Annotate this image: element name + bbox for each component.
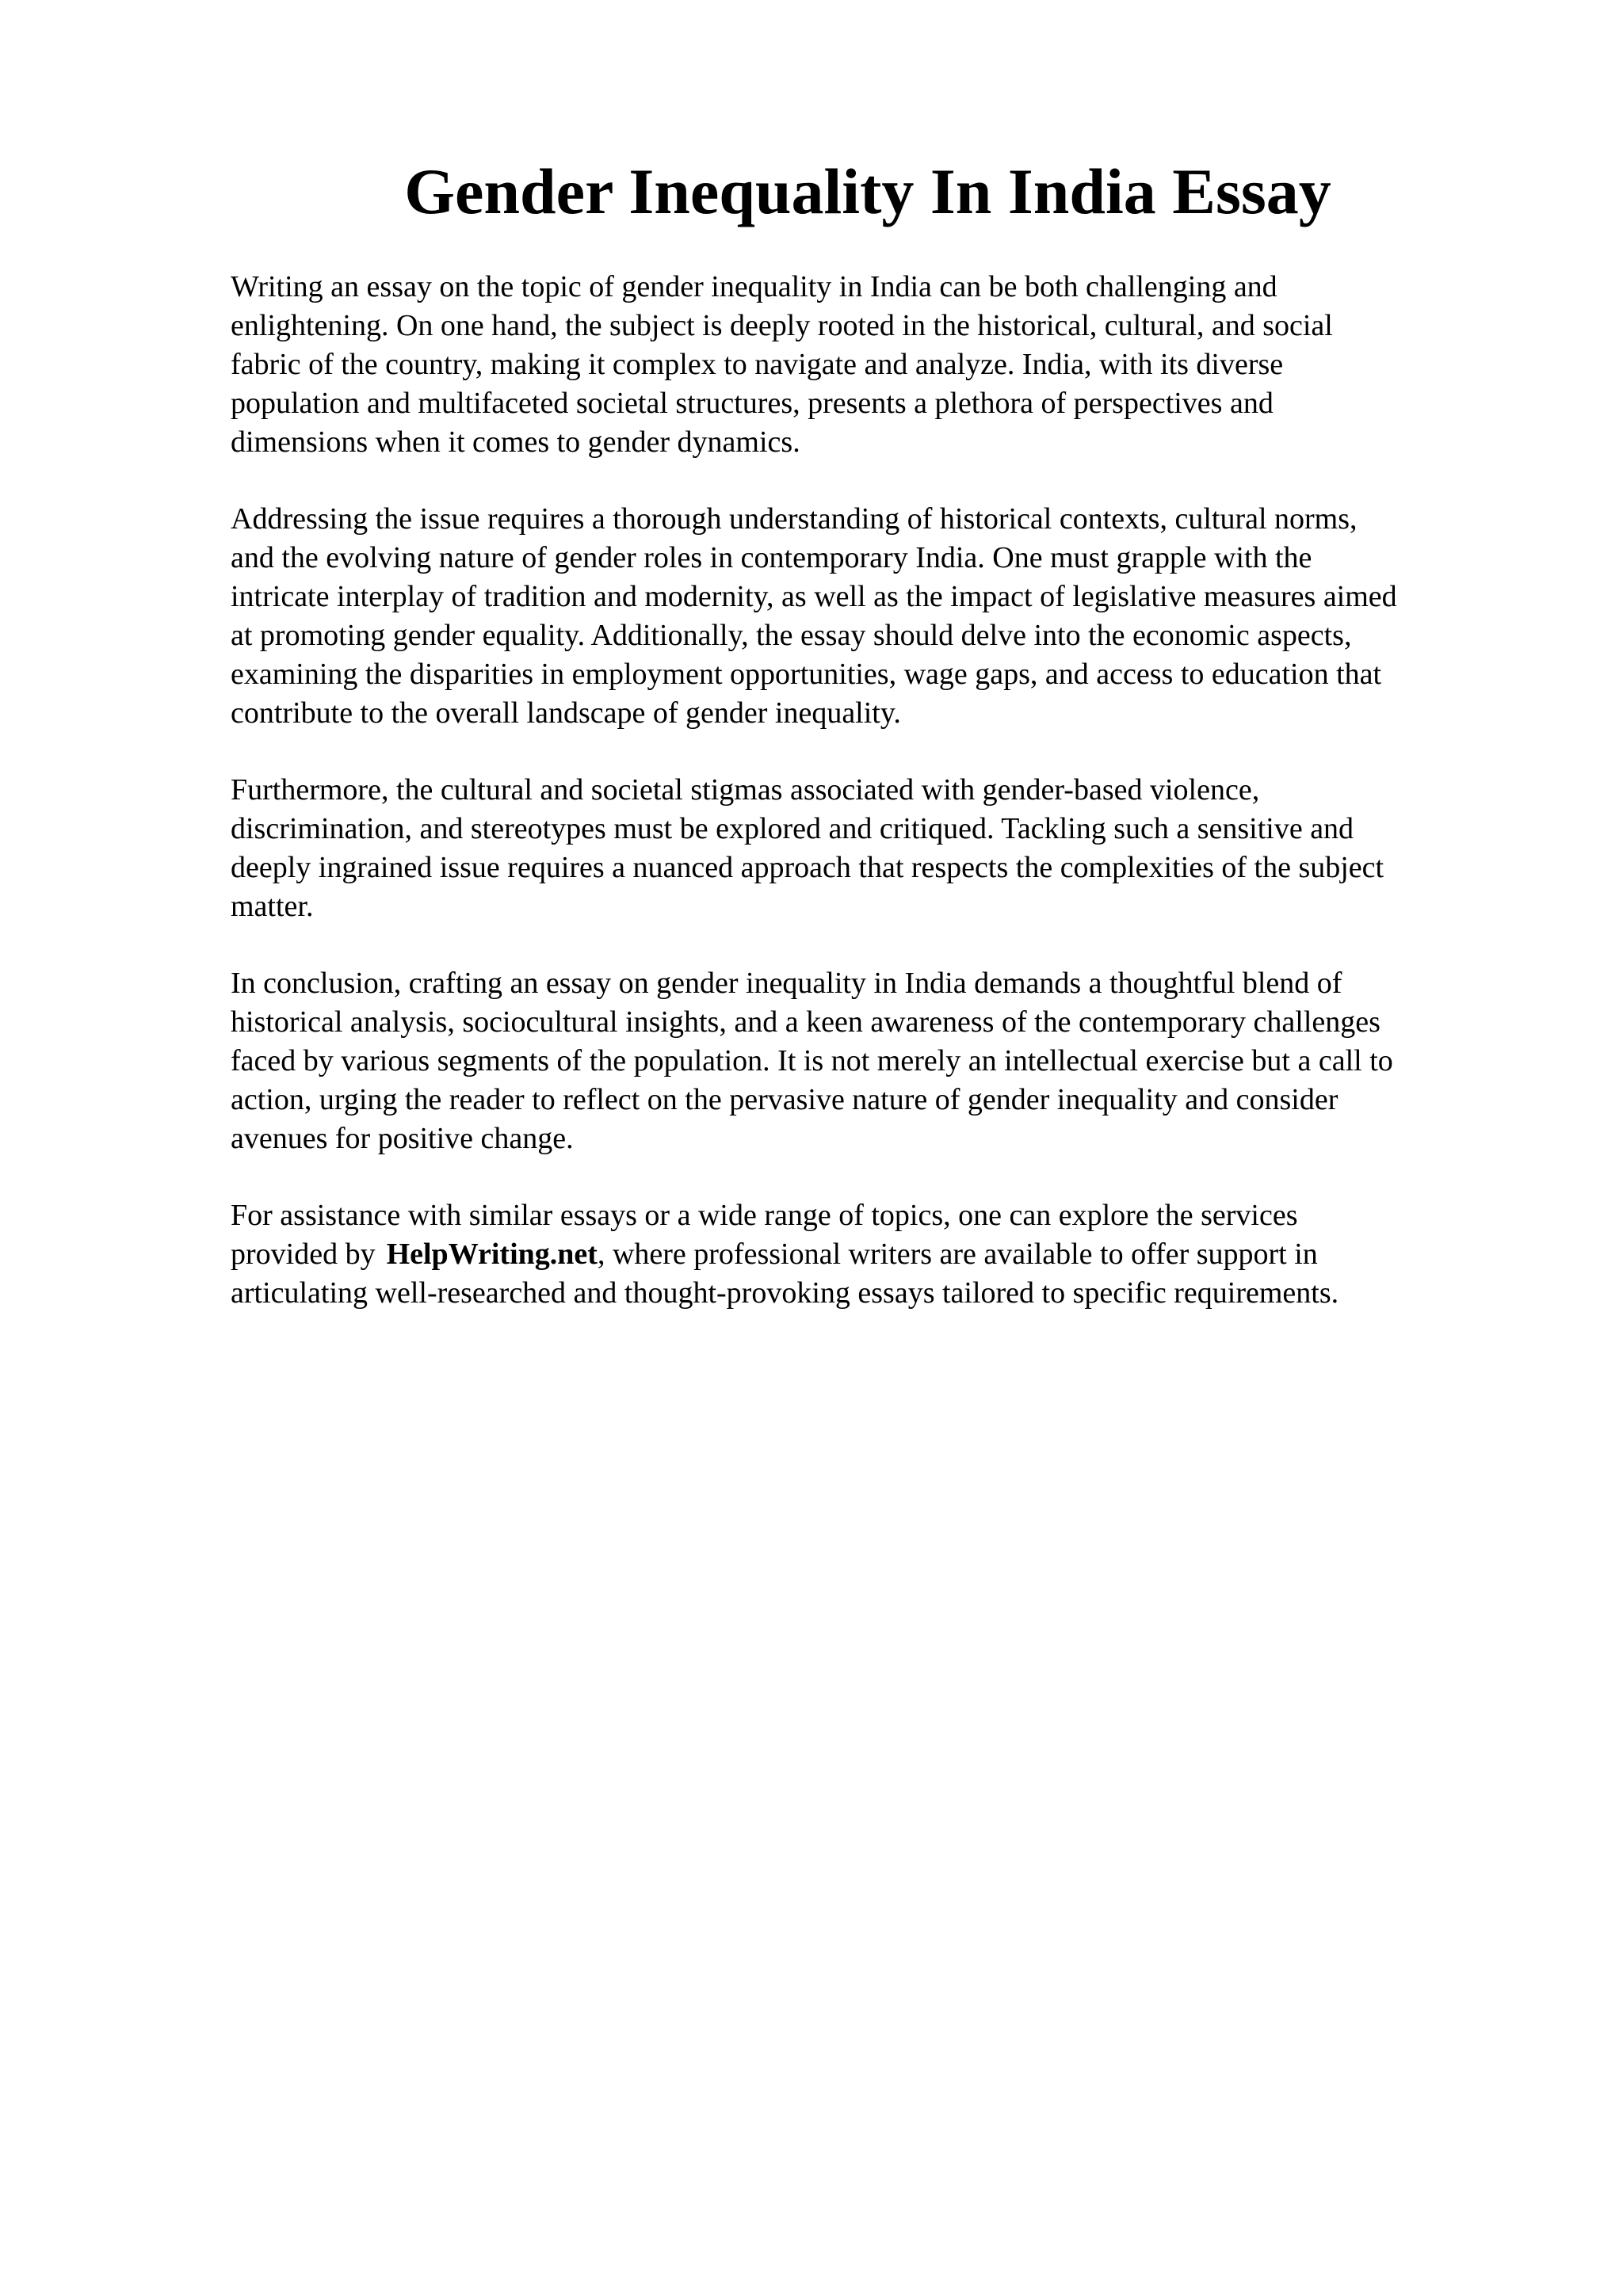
text-line: intricate interplay of tradition and modernity, as well as the impact of legislative measures aimed [231,580,1397,613]
page-title: Gender Inequality In India Essay [404,155,1331,227]
text-line: Addressing the issue requires a thorough understanding of historical contexts, cultural norms, [231,502,1358,536]
text-line: historical analysis, sociocultural insights, and a keen awareness of the contemporary challenges [231,1005,1381,1039]
text-line-with-link [231,1235,1514,1274]
text-line: population and multifaceted societal structures, presents a plethora of perspectives and [231,387,1274,420]
text-line: examining the disparities in employment opportunities, wage gaps, and access to education that [231,658,1382,691]
text-line: Writing an essay on the topic of gender inequality in India can be both challenging and [231,270,1277,303]
paragraph-3 [231,771,1514,926]
text-line: contribute to the overall landscape of gender inequality. [231,696,901,730]
text-line: discrimination, and stereotypes must be explored and critiqued. Tackling such a sensitive and [231,812,1354,845]
text-line: In conclusion, crafting an essay on gender inequality in India demands a thoughtful blend of [231,967,1342,1000]
text-line: at promoting gender equality. Additionally, the essay should delve into the economic aspects, [231,619,1352,652]
text-line: action, urging the reader to reflect on the pervasive nature of gender inequality and consider [231,1083,1338,1116]
text-line: articulating well-researched and thought-provoking essays tailored to specific requirements. [231,1276,1339,1310]
text-line: matter. [231,890,314,923]
paragraph-2 [231,500,1514,733]
text-line: and the evolving nature of gender roles in contemporary India. One must grapple with the [231,541,1312,574]
paragraph-closing [231,1196,1514,1313]
text-line: For assistance with similar essays or a wide range of topics, one can explore the services [231,1199,1298,1232]
text-line: enlightening. On one hand, the subject is deeply rooted in the historical, cultural, and social [231,309,1333,342]
text-line: fabric of the country, making it complex to navigate and analyze. India, with its diverse [231,348,1284,381]
paragraph-1 [231,268,1514,462]
text-line: deeply ingrained issue requires a nuanced approach that respects the complexities of the subject [231,851,1384,884]
text-line: faced by various segments of the population. It is not merely an intellectual exercise but a call to [231,1044,1393,1077]
text-line: dimensions when it comes to gender dynamics. [231,425,800,459]
helpwriting-link[interactable]: HelpWriting.net [386,1238,598,1271]
text-segment: , where professional writers are available to offer support in [597,1238,1318,1271]
paragraph-4 [231,964,1514,1158]
text-segment: provided by [231,1238,376,1271]
essay-body [231,268,1514,1351]
text-line: avenues for positive change. [231,1122,574,1155]
text-line: Furthermore, the cultural and societal stigmas associated with gender-based violence, [231,773,1260,807]
